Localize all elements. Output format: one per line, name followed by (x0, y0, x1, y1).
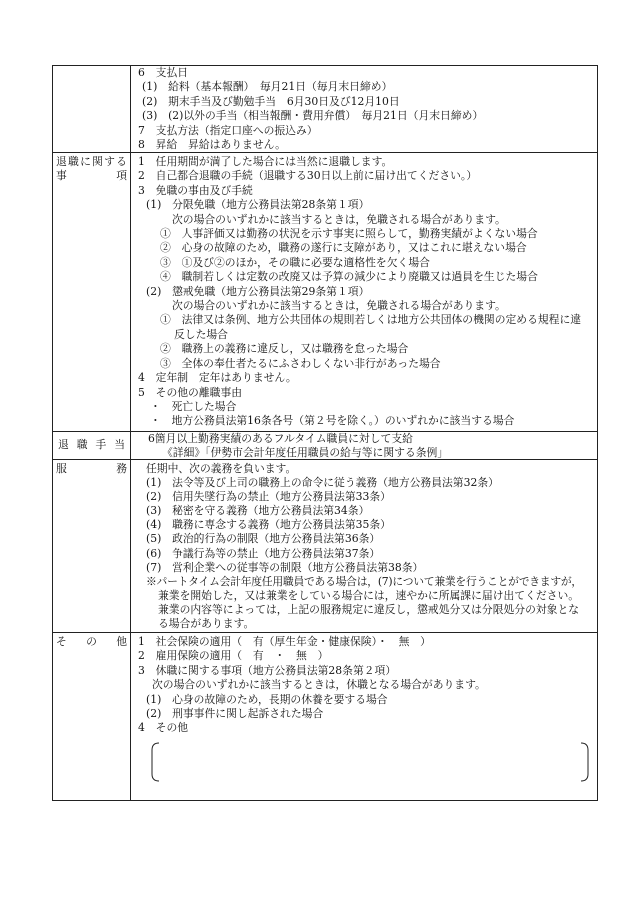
label-char: 関 (92, 155, 103, 168)
row-other (53, 633, 597, 801)
duties-content-cell (131, 460, 597, 632)
row-payday (53, 66, 597, 153)
right-bracket (581, 743, 588, 781)
retirement-allowance-detail: 《詳細》「伊勢市会計年度任用職員の給与等に関する条例」 (162, 445, 449, 459)
row-retirement (53, 153, 597, 432)
duty-3: (3) 秘密を守る義務（地方公務員法第34条） (146, 504, 370, 518)
label-char: の (86, 635, 97, 648)
retirement-allowance-eligibility: 6箇月以上勤務実績のあるフルタイム職員に対して支給 (148, 432, 413, 445)
retirement-label-line-1 (56, 155, 127, 169)
label-char: る (116, 155, 127, 168)
voluntary-retirement-procedure: 2 自己都合退職の手続（退職する30日以上前に届け出てください。） (138, 169, 478, 183)
disqualification-intro: 次の場合のいずれかに該当するときは，免職される場合があります。 (172, 212, 506, 226)
label-char: そ (56, 635, 67, 648)
side-job-note-cont-3: る場合があります。 (158, 617, 255, 631)
separation-death: ・ 死亡した場合 (150, 399, 237, 413)
leave-reason-2: (2) 刑事事件に関し起訴された場合 (146, 707, 324, 721)
other-content-cell (131, 633, 597, 800)
label-char: に (80, 155, 91, 168)
duty-7: (7) 営利企業への従事等の制限（地方公務員法第38条） (146, 560, 424, 574)
label-char: 務 (116, 462, 127, 475)
term-expiry-retirement: 1 任用期間が満了した場合には当然に退職します。 (138, 155, 393, 168)
other-separation-heading: 5 その他の離職事由 (138, 385, 243, 399)
label-char: 職 (68, 155, 79, 168)
label-char: 退 (56, 155, 67, 168)
employment-insurance: 2 雇用保険の適用（ 有 ・ 無 ） (138, 649, 329, 663)
retirement-allowance-content-cell (131, 432, 597, 459)
bracket-lines (150, 742, 590, 782)
disqualification-reason-3: ③ ①及び②のほか，その職に必要な適格性を欠く場合 (160, 255, 430, 269)
payday-content-cell (131, 66, 597, 152)
label-char: 当 (114, 438, 125, 452)
row-retirement-allowance (53, 432, 597, 460)
disqualification-dismissal-heading: (1) 分限免職（地方公務員法第28条第１項） (146, 198, 370, 212)
disciplinary-reason-3: ③ 全体の奉仕者たるにふさわしくない非行があった場合 (160, 356, 441, 370)
side-job-note-cont-2: 兼業の内容等によっては，上記の服務規定に違反し，懲戒処分又は分限処分の対象とな (158, 602, 580, 616)
payday-heading: 6 支払日 (138, 66, 189, 79)
disqualification-reason-4: ④ 職制若しくは定数の改廃又は予算の減少により廃職又は過員を生じた場合 (160, 270, 538, 284)
label-char: 他 (116, 635, 127, 648)
retirement-label-line-2 (56, 169, 127, 183)
other-notes-bracket (150, 742, 590, 782)
retirement-allowance-label (58, 438, 125, 452)
payment-method: 7 支払方法（指定口座への振込み） (138, 123, 318, 137)
label-char: 職 (76, 438, 88, 452)
disciplinary-reason-2: ② 職務上の義務に違反し，又は職務を怠った場合 (160, 342, 409, 356)
leave-of-absence-heading: 3 休職に関する事項（地方公務員法第28条第２項） (138, 663, 397, 677)
social-insurance: 1 社会保険の適用（ 有（厚生年金・健康保険）・ 無 ） (138, 635, 431, 648)
duty-2: (2) 信用失墜行為の禁止（地方公務員法第33条） (146, 490, 391, 504)
duty-1: (1) 法令等及び上司の職務上の命令に従う義務（地方公務員法第32条） (146, 476, 499, 490)
payday-other-allowance: (3) (2)以外の手当（相当報酬・費用弁償） 毎月21日（月末日締め） (142, 109, 484, 123)
duty-4: (4) 職務に専念する義務（地方公務員法第35条） (146, 518, 391, 532)
label-char: 退 (58, 438, 69, 452)
duty-5: (5) 政治的行為の制限（地方公務員法第36条） (146, 532, 381, 546)
separation-law-16: ・ 地方公務員法第16条各号（第２号を除く。）のいずれかに該当する場合 (150, 414, 515, 428)
duties-label-cell (53, 460, 131, 632)
disciplinary-reason-1-cont: 反した場合 (174, 327, 228, 341)
dismissal-heading: 3 免職の事由及び手続 (138, 183, 253, 197)
side-job-note: ※パートタイム会計年度任用職員である場合は，(7)について兼業を行うことができますが， (146, 574, 582, 588)
duties-intro: 任期中、次の義務を負います。 (146, 462, 297, 475)
left-bracket (152, 743, 159, 781)
side-job-note-cont-1: 兼業を開始した，又は兼業をしている場合には，速やかに所属課に届け出てください。 (158, 588, 580, 602)
other-heading: 4 その他 (138, 721, 189, 735)
label-char: 手 (95, 438, 107, 452)
disciplinary-reason-1: ① 法律又は条例、地方公共団体の規則若しくは地方公共団体の機関の定める規程に違 (160, 313, 582, 327)
label-char: 事 (56, 169, 67, 183)
pay-raise: 8 昇給 昇給はありません。 (138, 138, 286, 152)
duty-6: (6) 争議行為等の禁止（地方公務員法第37条） (146, 546, 381, 560)
leave-intro: 次の場合のいずれかに該当するときは，休職となる場合があります。 (152, 678, 486, 692)
duties-label (56, 462, 127, 476)
disqualification-reason-2: ② 心身の故障のため，職務の遂行に支障があり，又はこれに堪えない場合 (160, 241, 527, 255)
disqualification-reason-1: ① 人事評価又は勤務の状況を示す事実に照らして，勤務実績がよくない場合 (160, 227, 538, 241)
payday-label-cell (53, 66, 131, 152)
leave-reason-1: (1) 心身の故障のため，長期の休養を要する場合 (146, 692, 388, 706)
other-label (56, 635, 127, 649)
label-char: 服 (56, 462, 67, 475)
retirement-age: 4 定年制 定年はありません。 (138, 371, 297, 385)
employment-conditions-table (52, 65, 598, 801)
row-duties (53, 460, 597, 633)
label-char: 項 (116, 169, 127, 183)
disciplinary-intro: 次の場合のいずれかに該当するときは，免職される場合があります。 (172, 299, 506, 313)
other-label-cell (53, 633, 131, 800)
label-char: す (104, 155, 115, 168)
retirement-label-cell (53, 153, 131, 431)
payday-term-end-allowance: (2) 期末手当及び勤勉手当 6月30日及び12月10日 (142, 94, 400, 108)
retirement-content-cell (131, 153, 597, 431)
payday-salary: (1) 給料（基本報酬） 毎月21日（毎月末日締め） (142, 80, 393, 94)
retirement-allowance-label-cell (53, 432, 131, 459)
disciplinary-dismissal-heading: (2) 懲戒免職（地方公務員法第29条第１項） (146, 284, 370, 298)
